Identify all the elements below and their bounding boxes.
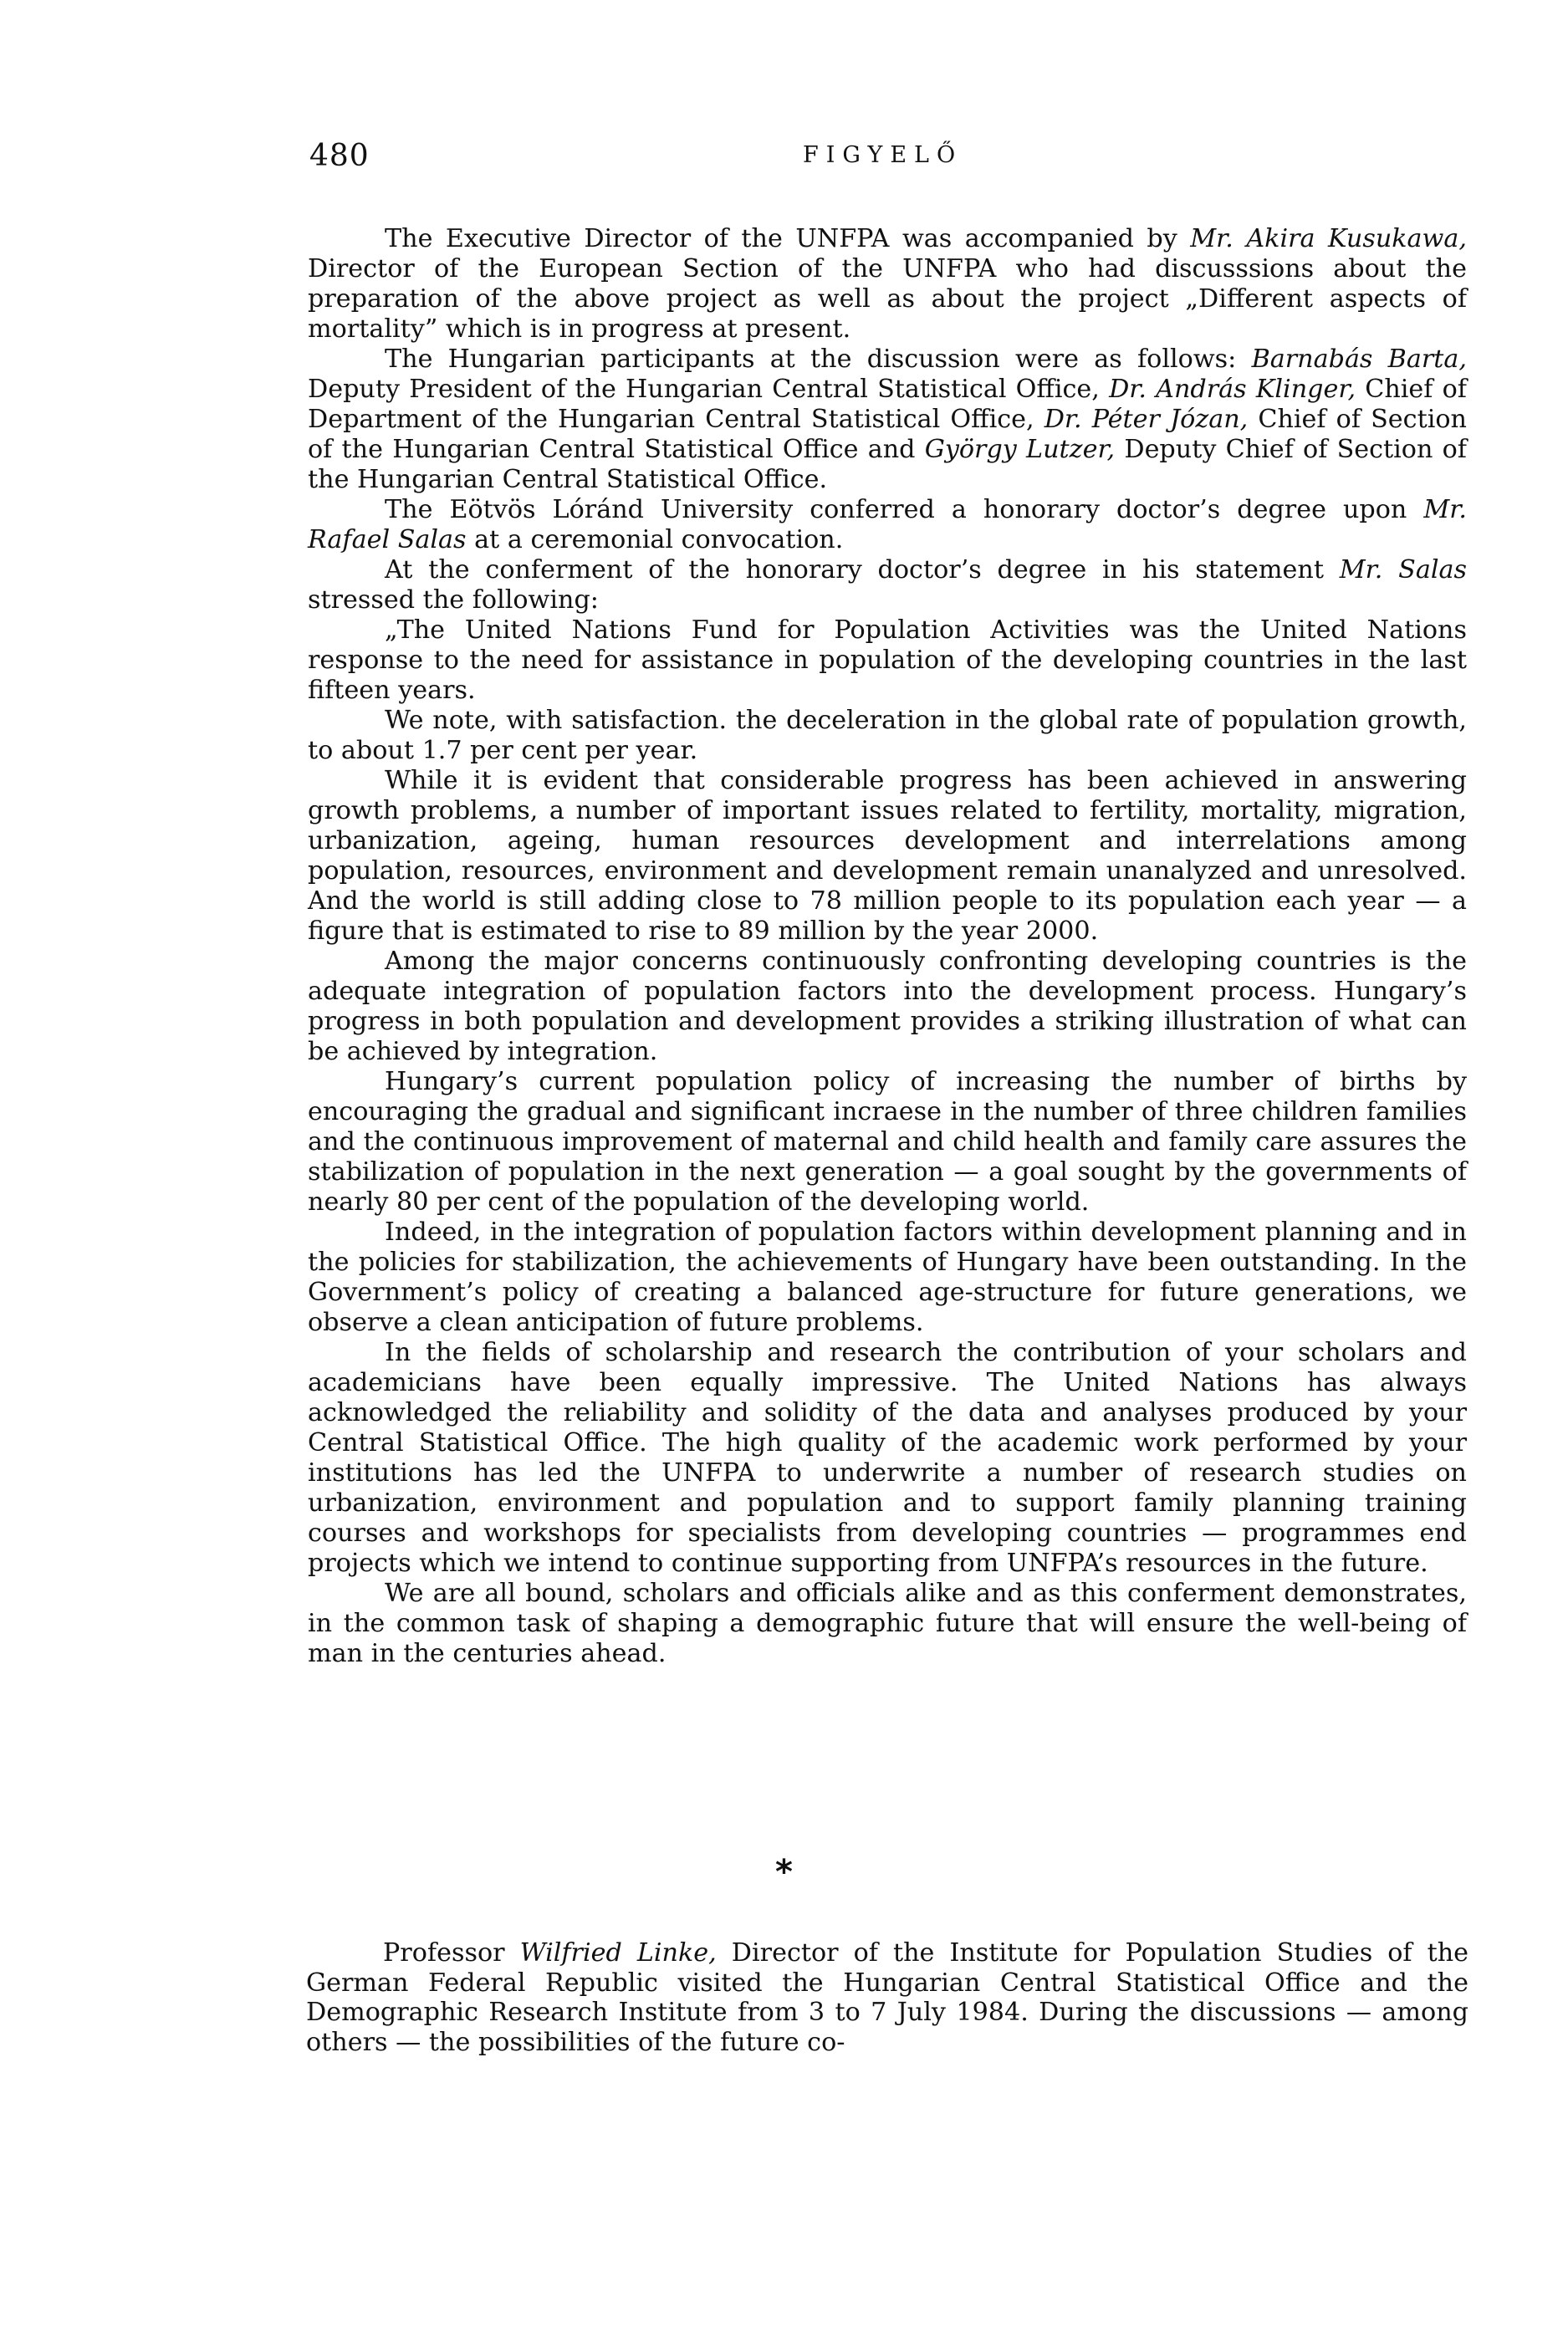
person-name: György Lutzer, bbox=[924, 435, 1116, 464]
text-run: While it is evident that considerable progress has been achieved in answering growth problems, a number of important issues related to fertility, mortality, migration, urbanization, ageing, human resources development and interrelations among population, resources, environment and development remain unanalyzed and unresolved. And the world is still adding close to 78 million people to its population each year — a figure that is estimated to rise to 89 million by the year 2000. bbox=[308, 766, 1467, 946]
text-run: Deputy Chief of Section of the Hungarian Central Statistical Office. bbox=[308, 435, 1467, 494]
person-name: Dr. Péter Józan, bbox=[1044, 405, 1249, 434]
person-name: Mr. Rafael Salas bbox=[308, 495, 1467, 554]
text-run: Professor bbox=[383, 1938, 520, 1968]
text-run: Deputy President of the Hungarian Central Statistical Office, bbox=[308, 375, 1110, 404]
paragraph bbox=[308, 706, 1467, 766]
text-run: at a ceremonial convocation. bbox=[466, 525, 844, 554]
paragraph bbox=[308, 615, 1467, 706]
text-run: The Hungarian participants at the discussion were as follows: bbox=[385, 345, 1252, 374]
text-run: Director of the European Section of the UNFPA who had discusssions about the preparation of the above project as well as about the project „Different aspects of mortality” which is in progress at present. bbox=[308, 254, 1467, 344]
person-name: Mr. Akira Kusukawa, bbox=[1190, 224, 1467, 253]
text-run: „The United Nations Fund for Population Activities was the United Nations response to the need for assistance in population of the developing countries in the last fifteen years. bbox=[308, 615, 1467, 705]
text-run: At the conferment of the honorary doctor’s degree in his statement bbox=[385, 555, 1340, 584]
person-name: Barnabás Barta, bbox=[1251, 345, 1467, 374]
article-body bbox=[308, 224, 1467, 1669]
text-run: Among the major concerns continuously confronting developing countries is the adequate integration of population factors into the development process. Hungary’s progress in both population and development provides a striking illustration of what can be achieved by integration. bbox=[308, 947, 1467, 1066]
section-separator: * bbox=[775, 1853, 793, 1891]
text-run: In the fields of scholarship and research the contribution of your scholars and academicians have been equally impressive. The United Nations has always acknowledged the reliability and solidity of the data and analyses produced by your Central Statistical Office. The high quality of the academic work performed by your institutions has led the UNFPA to underwrite a number of research studies on urbanization, environment and population and to support family planning training courses and workshops for specialists from developing countries — programmes end projects which we intend to continue supporting from UNFPA’s resources in the future. bbox=[308, 1338, 1467, 1578]
text-run: Chief of Section of the Hungarian Central Statistical Office and bbox=[308, 405, 1467, 464]
paragraph bbox=[306, 1938, 1468, 2057]
paragraph bbox=[308, 947, 1467, 1067]
page-header bbox=[309, 139, 1468, 181]
text-run: The Executive Director of the UNFPA was accompanied by bbox=[385, 224, 1191, 253]
paragraph bbox=[308, 766, 1467, 947]
person-name: Mr. Salas bbox=[1339, 555, 1467, 584]
paragraph bbox=[308, 1579, 1467, 1669]
text-run: stressed the following: bbox=[308, 585, 599, 615]
paragraph bbox=[308, 495, 1467, 555]
text-run: The Eötvös Lóránd University conferred a honorary doctor’s degree upon bbox=[385, 495, 1424, 524]
text-run: We are all bound, scholars and officials alike and as this conferment demonstrates, in the common task of shaping a demographic future that will ensure the well-being of man in the centuries ahead. bbox=[308, 1579, 1467, 1668]
paragraph bbox=[308, 345, 1467, 495]
paragraph bbox=[308, 1338, 1467, 1579]
page-number: 480 bbox=[309, 139, 370, 173]
text-run: Chief of Department of the Hungarian Central Statistical Office, bbox=[308, 375, 1467, 434]
text-run: Director of the Institute for Population Studies of the German Federal Republic visited the Hungarian Central Statistical Office and the Demographic Research Institute from 3 to 7 July 1984. During the discussions — among others — the possibilities of the future co- bbox=[306, 1938, 1469, 2057]
running-head: FIGYELŐ bbox=[803, 142, 963, 168]
text-run: Indeed, in the integration of population factors within development planning and in the policies for stabilization, the achievements of Hungary have been outstanding. In the Government’s policy of creating a balanced age-structure for future generations, we observe a clean anticipation of future problems. bbox=[308, 1217, 1467, 1337]
text-run: Hungary’s current population policy of increasing the number of births by encouraging the gradual and significant incraese in the number of three children families and the continuous improvement of maternal and child health and family care assures the stabilization of population in the next generation — a goal sought by the governments of nearly 80 per cent of the population of the developing world. bbox=[308, 1067, 1467, 1217]
paragraph bbox=[308, 555, 1467, 615]
person-name: Dr. András Klinger, bbox=[1109, 375, 1356, 404]
paragraph bbox=[308, 1067, 1467, 1217]
text-run: We note, with satisfaction. the deceleration in the global rate of population growth, to about 1.7 per cent per year. bbox=[308, 706, 1467, 765]
next-notice-body bbox=[306, 1938, 1468, 2057]
paragraph bbox=[308, 1217, 1467, 1338]
person-name: Wilfried Linke, bbox=[519, 1938, 717, 1968]
paragraph bbox=[308, 224, 1467, 345]
